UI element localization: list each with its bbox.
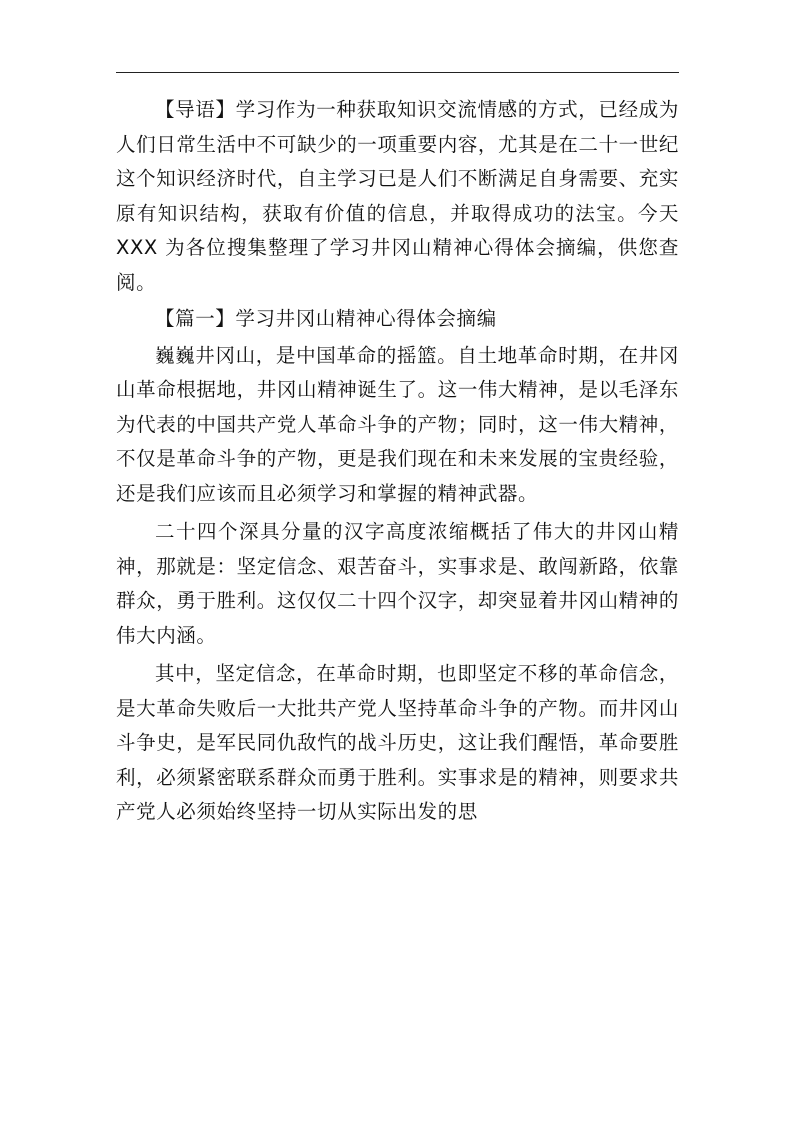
section-heading: 【篇一】学习井冈山精神心得体会摘编	[155, 307, 497, 330]
body-paragraph: 巍巍井冈山，是中国革命的摇篮。自土地革命时期，在井冈山革命根据地，井冈山精神诞生了。这一伟大精神，是以毛泽东为代表的中国共产党人革命斗争的产物；同时，这一伟大精神，不仅是革命斗争的产物，更是我们现在和未来发展的宝贵经验，还是我们应该而且必须学习和掌握的精神武器。	[116, 343, 679, 505]
body-paragraph: 其中，坚定信念，在革命时期，也即坚定不移的革命信念，是大革命失败后一大批共产党人坚持革命斗争的产物。而井冈山斗争史，是军民同仇敌忾的战斗历史，这让我们醒悟，革命要胜利，必须紧密联系群众而勇于胜利。实事求是的精神，则要求共产党人必须始终坚持一切从实际出发的思	[116, 662, 679, 823]
body-paragraph: 二十四个深具分量的汉字高度浓缩概括了伟大的井冈山精神，那就是：坚定信念、艰苦奋斗，实事求是、敢闯新路，依靠群众，勇于胜利。这仅仅二十四个汉字，却突显着井冈山精神的伟大内涵。	[116, 520, 679, 647]
header-rule	[116, 72, 679, 73]
document-body	[116, 93, 679, 832]
intro-paragraph: 【导语】学习作为一种获取知识交流情感的方式，已经成为人们日常生活中不可缺少的一项重要内容，尤其是在二十一世纪这个知识经济时代，自主学习已是人们不断满足自身需要、充实原有知识结构，获取有价值的信息，并取得成功的法宝。今天 XXX 为各位搜集整理了学习井冈山精神心得体会摘编，供您查阅。	[116, 98, 679, 294]
